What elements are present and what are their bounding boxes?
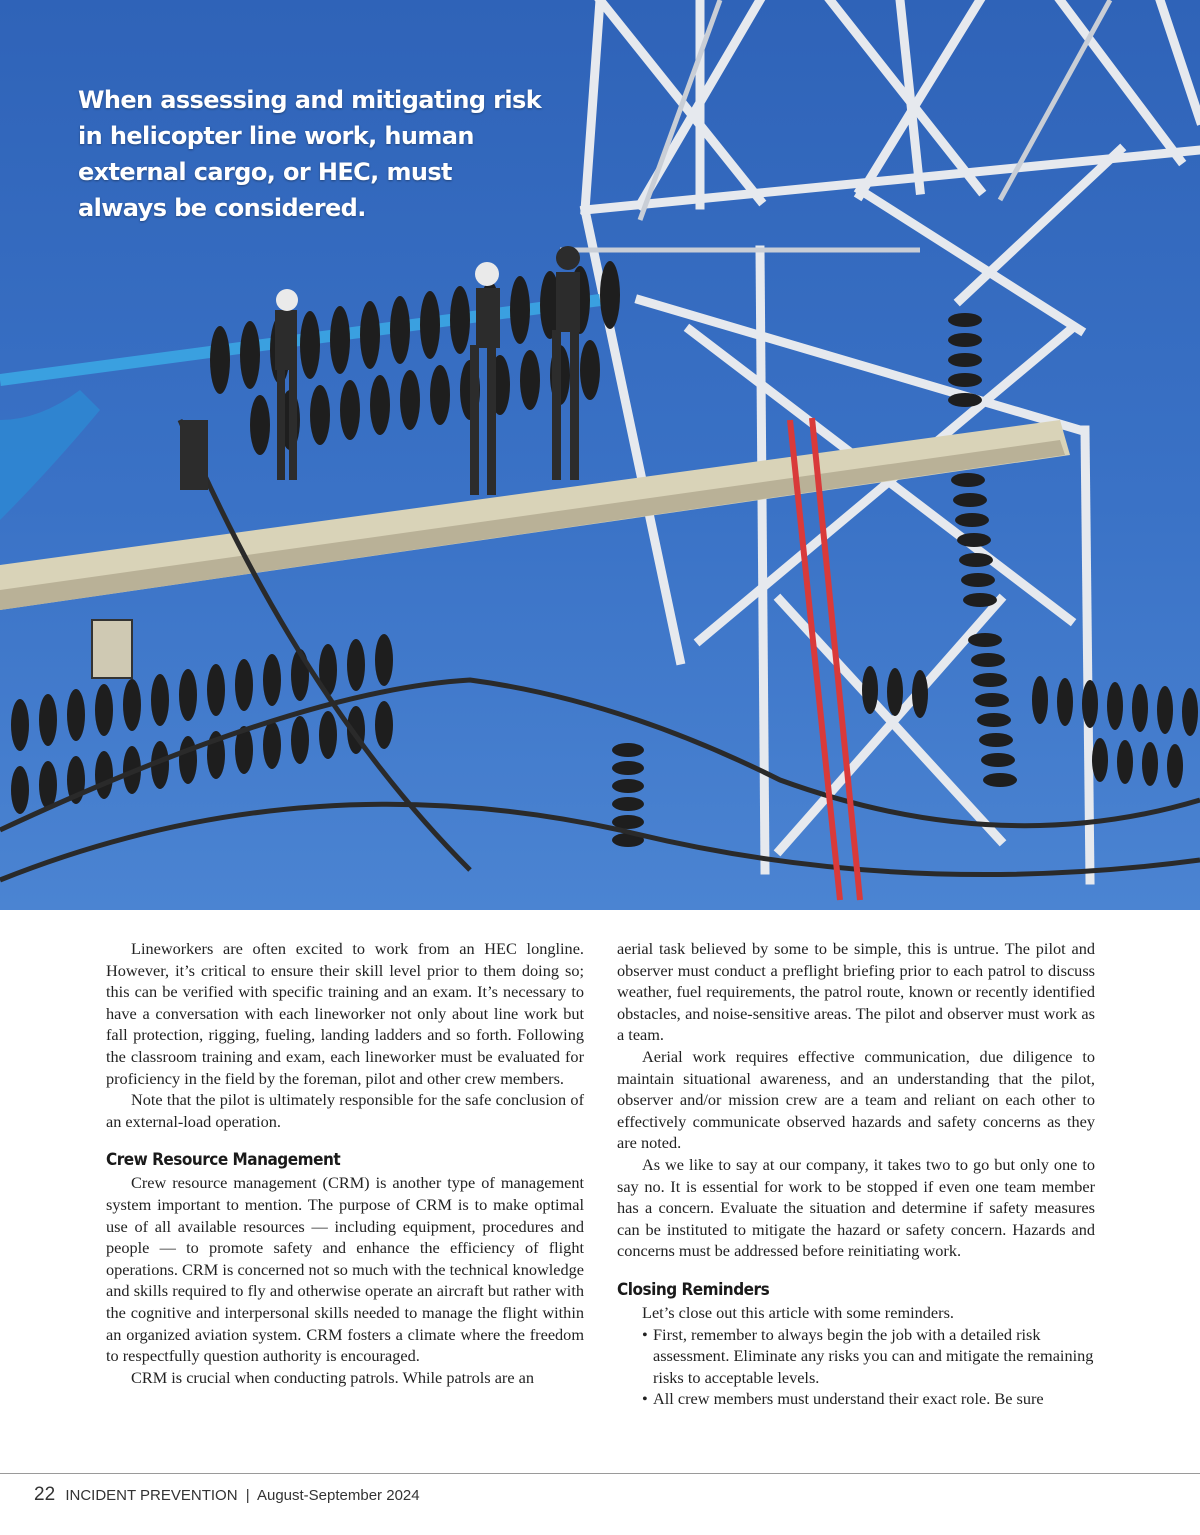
- paragraph: As we like to say at our company, it takes two to go but only one to say no. It is essential for work to be stopped if even one team member has a concern. Evaluate the situation and determine if safety measures can be instituted to mitigate the hazard or safety concern. Hazards and concerns must be addressed before reinitiating work.: [617, 1154, 1095, 1261]
- issue-date: August-September 2024: [256, 1487, 420, 1504]
- page-footer: [34, 1484, 420, 1506]
- paragraph: Lineworkers are often excited to work from an HEC longline. However, it’s critical to ensure their skill level prior to them doing so; this can be verified with specific training and an exam. It’s necessary to have a conversation with each lineworker not only about line work but fall protection, rigging, fueling, landing ladders and so forth. Following the classroom training and exam, each lineworker must be evaluated for proficiency in the field by the foreman, pilot and other crew members.: [106, 939, 584, 1088]
- article-column-right: [617, 938, 1095, 1410]
- list-item: • All crew members must understand their exact role. Be sure: [617, 1388, 1095, 1410]
- paragraph: Let’s close out this article with some reminders.: [642, 1302, 954, 1322]
- paragraph: Aerial work requires effective communication, due diligence to maintain situational awareness, and an understanding that the pilot, observer and/or mission crew are a team and reliant on each other to effectively communicate observed hazards and safety concerns as they are noted.: [617, 1046, 1095, 1153]
- paragraph: Crew resource management (CRM) is another type of management system important to mention. The purpose of CRM is to make optimal use of all available resources — including equipment, procedures and people — to promote safety and enhance the efficiency of flight operations. CRM is concerned not so much with the technical knowledge and skills required to fly and otherwise operate an aircraft but rather with the cognitive and interpersonal skills needed to manage the flight within an organized aviation system. CRM fosters a climate where the freedom to respectfully question authority is encouraged.: [106, 1173, 584, 1366]
- page-number: 22: [34, 1484, 56, 1505]
- list-item: • First, remember to always begin the job with a detailed risk assessment. Eliminate any risks you can and mitigate the remaining risks to acceptable levels.: [617, 1324, 1095, 1389]
- publication-name: INCIDENT PREVENTION: [65, 1487, 238, 1504]
- reminder-list: [617, 1324, 1095, 1410]
- footer-separator: |: [245, 1487, 250, 1504]
- article-column-left: [106, 938, 584, 1388]
- paragraph: CRM is crucial when conducting patrols. While patrols are an: [131, 1367, 535, 1387]
- footer-divider: [0, 1473, 1200, 1474]
- pull-quote: When assessing and mitigating risk in helicopter line work, human external cargo, or HEC, must always be considered.: [78, 86, 542, 222]
- section-heading-crm: Crew Resource Management: [106, 1150, 341, 1171]
- paragraph: aerial task believed by some to be simple, this is untrue. The pilot and observer must conduct a preflight briefing prior to each patrol to discuss weather, fuel requirements, the patrol route, known or recently identified obstacles, and noise-sensitive areas. The pilot and observer must work as a team.: [617, 939, 1095, 1045]
- paragraph: Note that the pilot is ultimately responsible for the safe conclusion of an external-load operation.: [106, 1090, 584, 1131]
- section-heading-closing-reminders: Closing Reminders: [617, 1279, 770, 1300]
